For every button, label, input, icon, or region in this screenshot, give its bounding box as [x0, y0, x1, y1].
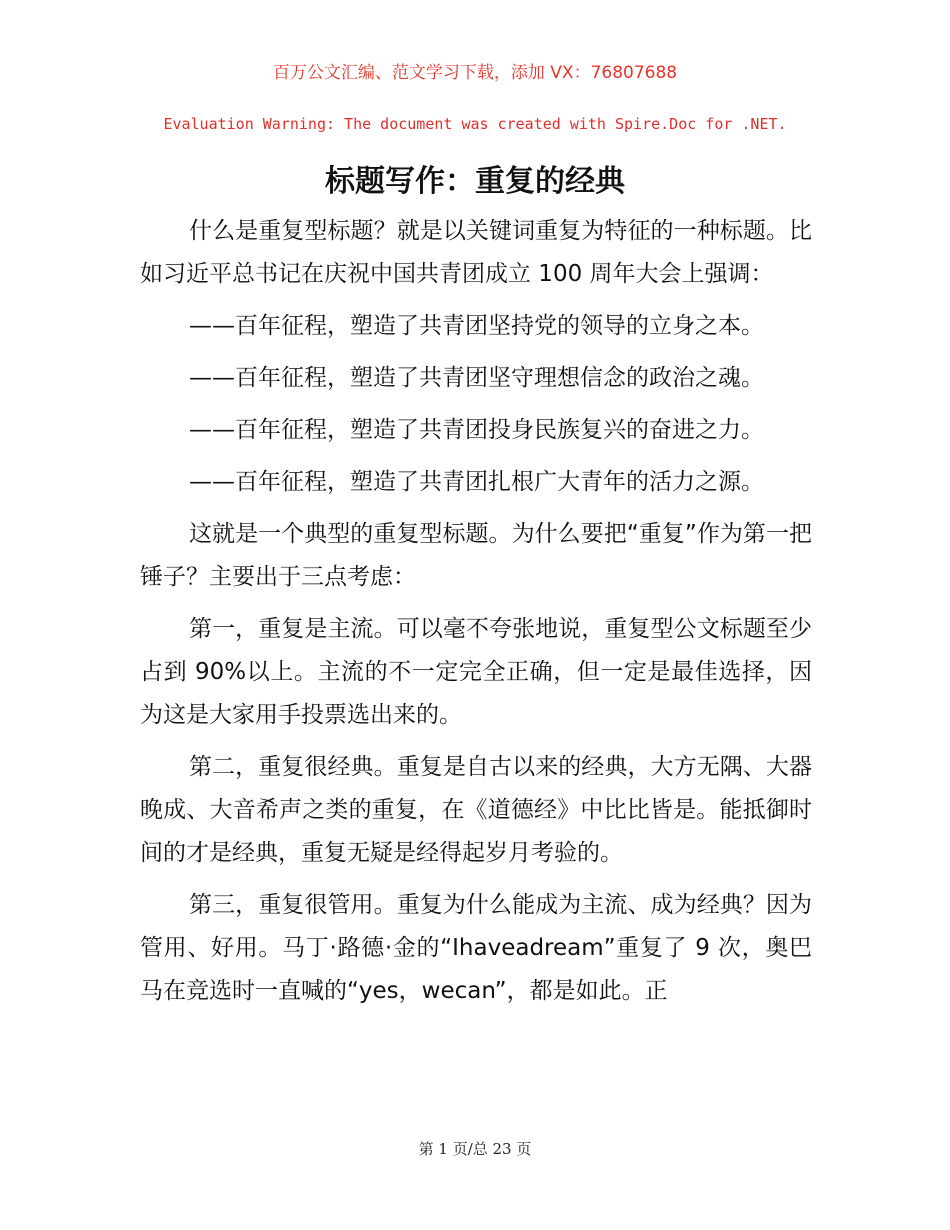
paragraph-transition: 这就是一个典型的重复型标题。为什么要把“重复”作为第一把锤子？主要出于三点考虑：: [140, 521, 812, 590]
paragraph-quote-1: ——百年征程，塑造了共青团坚持党的领导的立身之本。: [189, 313, 764, 339]
document-body: [140, 210, 812, 1022]
page-footer: 第 1 页/总 23 页: [418, 1140, 532, 1158]
paragraph-quote-2: ——百年征程，塑造了共青团坚守理想信念的政治之魂。: [189, 365, 764, 391]
paragraph-quote-3: ——百年征程，塑造了共青团投身民族复兴的奋进之力。: [189, 417, 764, 443]
document-title: 标题写作：重复的经典: [325, 164, 625, 199]
paragraph-intro: 什么是重复型标题？就是以关键词重复为特征的一种标题。比如习近平总书记在庆祝中国共青团成立 100 周年大会上强调：: [140, 218, 812, 287]
paragraph-quote-4: ——百年征程，塑造了共青团扎根广大青年的活力之源。: [189, 469, 764, 495]
promo-header: 百万公文汇编、范文学习下载，添加 VX：76807688: [272, 63, 678, 83]
paragraph-point-1: 第一，重复是主流。可以毫不夸张地说，重复型公文标题至少占到 90%以上。主流的不一定完全正确，但一定是最佳选择，因为这是大家用手投票选出来的。: [140, 616, 812, 728]
evaluation-warning: Evaluation Warning: The document was created with Spire.Doc for .NET.: [163, 115, 787, 133]
paragraph-point-3: 第三，重复很管用。重复为什么能成为主流、成为经典？因为管用、好用。马丁·路德·金的“Ihaveadream”重复了 9 次，奥巴马在竞选时一直喊的“yes，wecan”，都是如此。正: [140, 892, 812, 1004]
paragraph-point-2: 第二，重复很经典。重复是自古以来的经典，大方无隅、大器晚成、大音希声之类的重复，在《道德经》中比比皆是。能抵御时间的才是经典，重复无疑是经得起岁月考验的。: [140, 754, 812, 866]
